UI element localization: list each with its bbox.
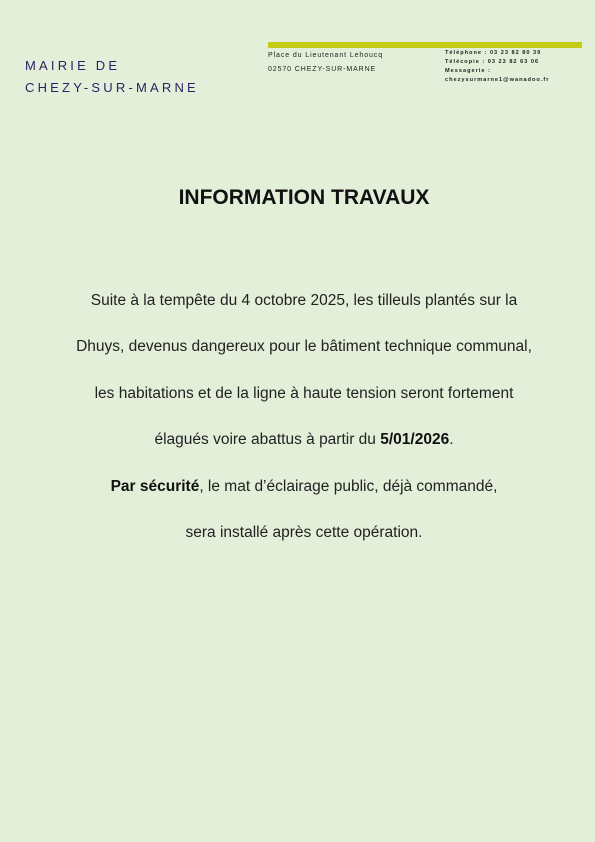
address-block <box>268 49 383 77</box>
fax-text: Télécopie : 03 23 82 63 06 <box>445 59 540 65</box>
mairie-line-2: CHEZY-SUR-MARNE <box>25 80 199 95</box>
body-line-4 <box>0 430 595 476</box>
email-label: Messagerie : <box>445 68 491 74</box>
body-line-5 <box>0 477 595 523</box>
address-line-1: Place du Lieutenant Lehoucq <box>268 52 383 59</box>
notice-body <box>0 291 595 569</box>
address-line-2: 02570 CHEZY-SUR-MARNE <box>268 66 377 73</box>
header-accent-bar <box>268 42 582 48</box>
phone-text: Téléphone : 03 23 82 80 39 <box>445 50 542 56</box>
email-text: chezysurmarne1@wanadoo.fr <box>445 77 550 83</box>
work-start-date: 5/01/2026 <box>380 431 450 449</box>
mairie-name <box>25 55 199 99</box>
body-line-6: sera installé après cette opération. <box>185 523 423 541</box>
body-line-2: Dhuys, devenus dangereux pour le bâtiment technique communal, <box>76 338 532 356</box>
body-line-5-text: , le mat d’éclairage public, déjà commandé, <box>199 477 498 495</box>
page-title: INFORMATION TRAVAUX <box>178 186 430 209</box>
mairie-line-1: MAIRIE DE <box>25 58 121 73</box>
body-line-4-text: élagués voire abattus à partir du <box>154 431 381 449</box>
contact-block <box>445 49 549 85</box>
body-line-3: les habitations et de la ligne à haute tension seront fortement <box>94 384 514 402</box>
body-line-4-end: . <box>449 431 454 449</box>
safety-emphasis: Par sécurité <box>110 477 200 495</box>
body-line-1: Suite à la tempête du 4 octobre 2025, les tilleuls plantés sur la <box>90 292 518 309</box>
